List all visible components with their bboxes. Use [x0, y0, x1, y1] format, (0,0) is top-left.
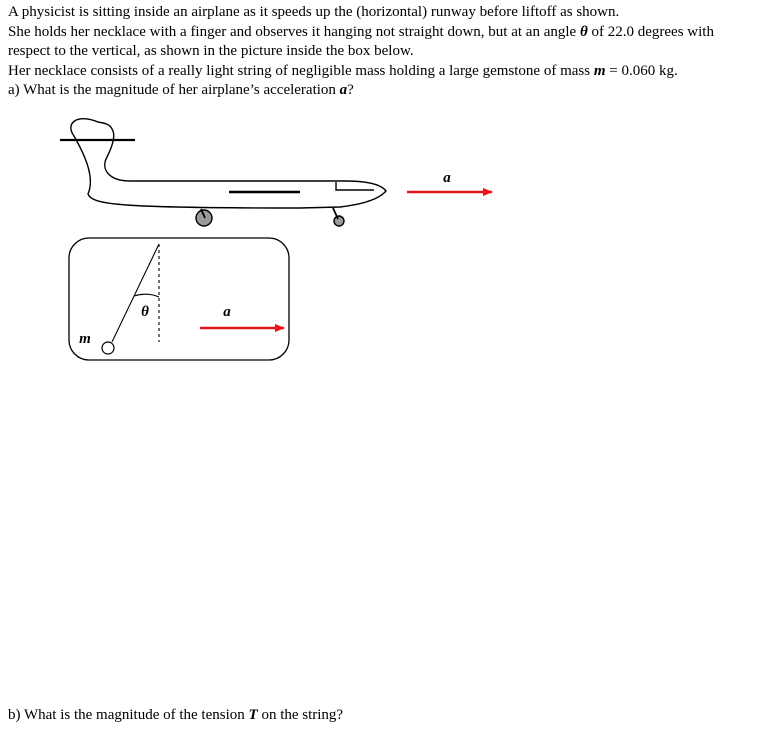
necklace-string [112, 244, 159, 342]
part-b-text: b) What is the magnitude of the tension [8, 707, 249, 723]
tension-symbol: T [248, 707, 258, 723]
part-b-question [8, 706, 343, 725]
accel-symbol: a [339, 82, 348, 99]
inset-accel-label: a [223, 304, 231, 320]
nose-landing-gear [333, 208, 344, 226]
airplane [60, 119, 386, 208]
part-a-qmark: ? [347, 82, 354, 99]
problem-line-3: respect to the vertical, as shown in the picture inside the box below. [8, 43, 414, 60]
mass-symbol: m [593, 62, 606, 79]
line4-text-a: Her necklace consists of a really light string of negligible mass holding a large gemstone of mass [8, 62, 594, 79]
mass-label: m [79, 331, 91, 347]
angle-arc [134, 294, 159, 297]
problem-line-1: A physicist is sitting inside an airplane as it speeds up the (horizontal) runway before liftoff as shown. [8, 4, 620, 20]
airplane-fuselage [71, 119, 386, 208]
plane-accel-label: a [443, 170, 451, 186]
inset-box [69, 238, 289, 360]
line4-text-b: = 0.060 kg. [605, 62, 678, 79]
line2-text-b: of 22.0 degrees with [587, 23, 714, 40]
theta-label: θ [141, 304, 149, 320]
theta-symbol: θ [579, 23, 588, 40]
line2-text-a: She holds her necklace with a finger and observes it hanging not straight down, but at an angle [8, 23, 580, 40]
part-a-text: a) What is the magnitude of her airplane’s acceleration [8, 82, 340, 99]
part-b-end: on the string? [257, 707, 344, 723]
gemstone [102, 342, 114, 354]
main-landing-gear [196, 209, 212, 226]
